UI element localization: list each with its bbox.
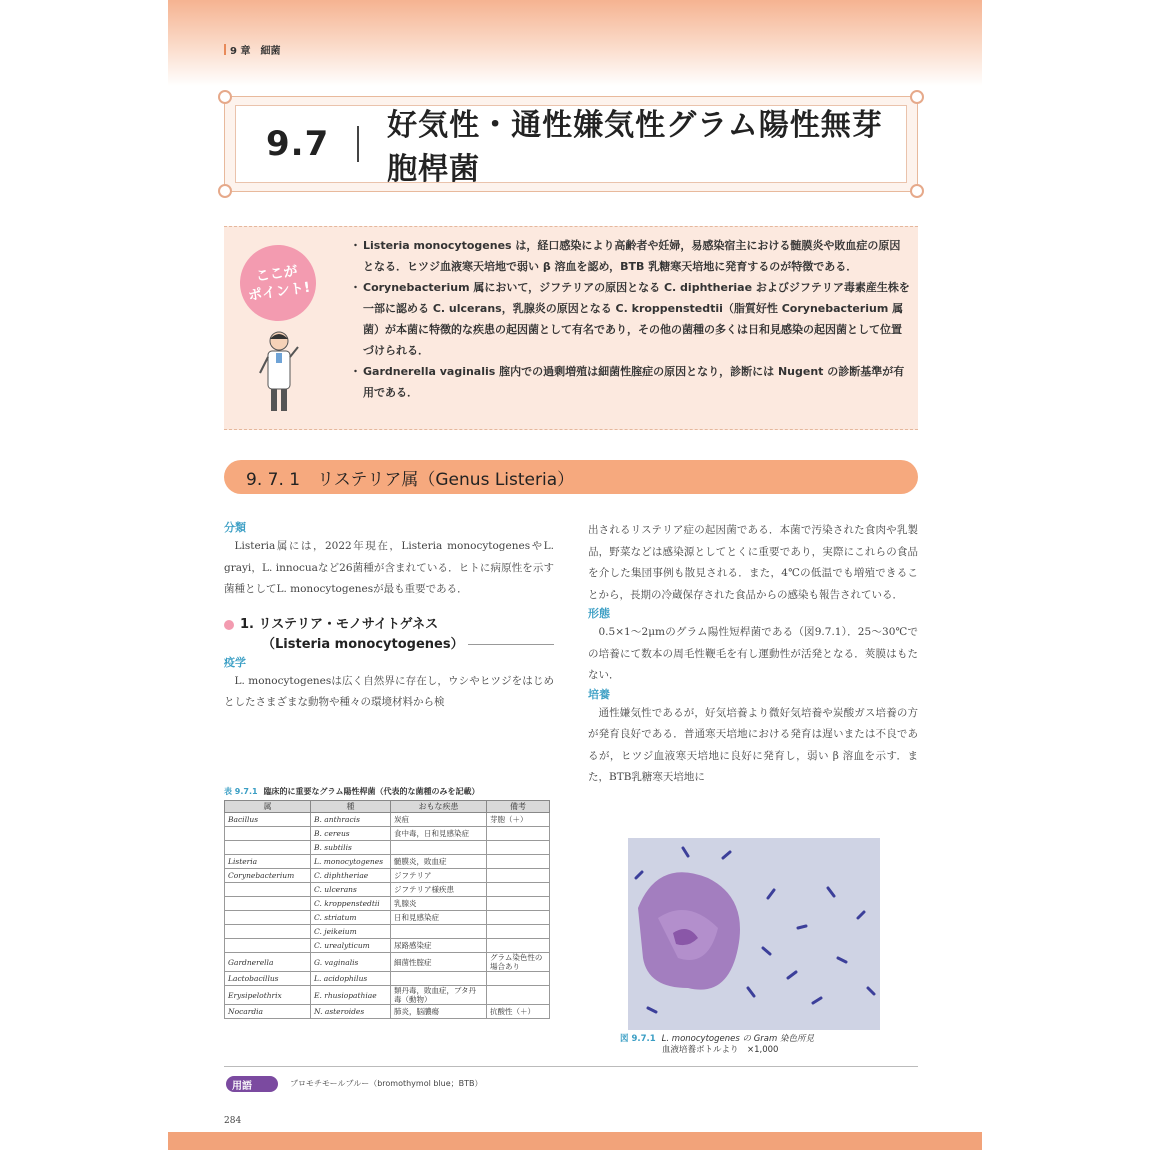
badge-text: ここが ポイント!: [247, 263, 312, 305]
table-row: [225, 813, 550, 827]
table-row: [225, 827, 550, 841]
table-cell-genus: [225, 897, 311, 911]
left-column: [224, 520, 554, 714]
table-cell-disease: [391, 841, 487, 855]
label-morphology: 形態: [588, 607, 610, 620]
table-row: [225, 883, 550, 897]
table-number: 表 9.7.1: [224, 787, 258, 796]
ornament-corner: [910, 184, 924, 198]
table-cell-species: C. jeikeium: [311, 925, 391, 939]
table-row: [225, 972, 550, 986]
table-cell-species: C. striatum: [311, 911, 391, 925]
chapter-mark: [224, 44, 226, 55]
figure-caption: [620, 1034, 814, 1056]
table-cell-genus: Nocardia: [225, 1005, 311, 1019]
table-row: [225, 939, 550, 953]
table-cell-disease: [391, 925, 487, 939]
table-cell-note: [487, 972, 550, 986]
paragraph: 通性嫌気性であるが，好気培養より微好気培養や炭酸ガス培養の方が発育良好である．普通寒天培地における発育は遅いまたは不良であるが，ヒツジ血液寒天培地に良好に発育し，弱い β 溶血を示す．また，BTB乳糖寒天培地に: [588, 706, 918, 783]
table-header-cell: 備考: [487, 801, 550, 813]
chapter-label: [224, 42, 280, 57]
figure-number: 図 9.7.1: [620, 1034, 656, 1044]
table-cell-disease: 日和見感染症: [391, 911, 487, 925]
table-cell-note: [487, 869, 550, 883]
table-cell-species: C. urealyticum: [311, 939, 391, 953]
table-cell-genus: [225, 939, 311, 953]
table-caption-text: 臨床的に重要なグラム陽性桿菌（代表的な菌種のみを記載）: [263, 787, 480, 796]
bottom-band: [168, 1132, 982, 1150]
table-cell-disease: 尿路感染症: [391, 939, 487, 953]
key-points-list: [354, 235, 910, 403]
page-number: 284: [224, 1116, 242, 1126]
table-cell-species: L. monocytogenes: [311, 855, 391, 869]
right-column: [588, 520, 918, 789]
table-cell-species: B. anthracis: [311, 813, 391, 827]
species-heading-text: 1. リステリア・モノサイトゲネス: [240, 616, 439, 632]
top-band: [168, 0, 982, 86]
table-row: [225, 986, 550, 1005]
key-point-item: ・ Listeria monocytogenes は，経口感染により高齢者や妊婦，易感染宿主における髄膜炎や敗血症の原因となる．ヒツジ血液寒天培地で弱い β 溶血を認め，BTB 乳糖寒天培地に発育するのが特徴である．: [354, 235, 910, 277]
table-cell-disease: 類丹毒，敗血症，ブタ丹毒（動物）: [391, 986, 487, 1005]
table-cell-genus: [225, 827, 311, 841]
table-cell-disease: ジフテリア様疾患: [391, 883, 487, 897]
table-cell-note: [487, 883, 550, 897]
species-sci-name: （Listeria monocytogenes）: [262, 636, 464, 652]
heading-rule: [468, 644, 554, 645]
ornament-corner: [218, 90, 232, 104]
table-cell-species: B. cereus: [311, 827, 391, 841]
textbook-page: [168, 0, 982, 1150]
doctor-illustration-icon: [254, 327, 304, 417]
key-point-item: ・ Corynebacterium 属において，ジフテリアの原因となる C. diphtheriae およびジフテリア毒素産生株を一部に認める C. ulcerans，乳腺炎の原因となる C. kroppenstedtii（脂質好性 Corynebacterium 属菌）が本菌に特徴的な疾患の起因菌として有名であり，その他の菌種の多くは日和見感染の起因菌として位置づけられる．: [354, 277, 910, 361]
table-cell-genus: [225, 841, 311, 855]
subsection-title: 9. 7. 1 リステリア属（Genus Listeria）: [246, 469, 575, 490]
paragraph: 出されるリステリア症の起因菌である．本菌で汚染された食肉や乳製品，野菜などは感染源としてとくに重要であり，実際にこれらの食品を介した集団事例も散見される．また，4℃の低温でも増殖できることから，長期の冷蔵保存された食品からの感染も報告されている．: [588, 524, 918, 601]
bacteria-table: [224, 800, 550, 1019]
table-cell-genus: Gardnerella: [225, 953, 311, 972]
table-row: [225, 925, 550, 939]
table-cell-note: [487, 939, 550, 953]
term-divider: [224, 1066, 918, 1067]
table-cell-note: グラム染色性の場合あり: [487, 953, 550, 972]
table-body: [225, 813, 550, 1019]
table-cell-note: 芽胞（＋）: [487, 813, 550, 827]
key-points-badge: [235, 240, 321, 326]
section-number: 9.7: [266, 124, 330, 164]
table-cell-genus: Corynebacterium: [225, 869, 311, 883]
ornament-corner: [218, 184, 232, 198]
table-cell-disease: [391, 972, 487, 986]
micrograph-image: [628, 838, 880, 1030]
subsection-header: [224, 460, 918, 494]
label-culture: 培養: [588, 687, 610, 701]
key-point-item: ・ Gardnerella vaginalis 腟内での過剰増殖は細菌性腟症の原因となり，診断には Nugent の診断基準が有用である．: [354, 361, 910, 403]
table-cell-genus: Erysipelothrix: [225, 986, 311, 1005]
table-cell-note: [487, 827, 550, 841]
term-definition: ブロモチモールブルー（bromothymol blue；BTB）: [290, 1079, 483, 1088]
table-row: [225, 897, 550, 911]
table-caption: [224, 786, 479, 797]
table-header-row: [225, 801, 550, 813]
paragraph: 0.5×1〜2μmのグラム陽性短桿菌である（図9.7.1）．25〜30℃での培養にて数本の周毛性鞭毛を有し運動性が活発となる．莢膜はもたない．: [588, 626, 918, 681]
term-tag-label: 用語: [232, 1080, 252, 1092]
table-cell-genus: [225, 911, 311, 925]
figure-caption-line1: L. monocytogenes の Gram 染色所見: [661, 1034, 814, 1044]
section-title: 好気性・通性嫌気性グラム陽性無芽胞桿菌: [387, 108, 883, 187]
table-cell-note: [487, 855, 550, 869]
table-cell-note: [487, 986, 550, 1005]
table-cell-species: B. subtilis: [311, 841, 391, 855]
table-cell-genus: Bacillus: [225, 813, 311, 827]
table-cell-species: L. acidophilus: [311, 972, 391, 986]
table-row: [225, 953, 550, 972]
ornament-corner: [910, 90, 924, 104]
chapter-text: 9 章 細菌: [230, 46, 281, 57]
table-row: [225, 1005, 550, 1019]
title-divider: [357, 126, 359, 162]
key-points-box: [224, 226, 918, 430]
table-cell-genus: [225, 925, 311, 939]
table-cell-species: C. diphtheriae: [311, 869, 391, 883]
table-cell-note: [487, 925, 550, 939]
table-cell-species: N. asteroides: [311, 1005, 391, 1019]
table-cell-note: [487, 911, 550, 925]
table-cell-genus: Listeria: [225, 855, 311, 869]
gram-stain-micrograph: [628, 838, 880, 1030]
table-row: [225, 869, 550, 883]
paragraph: L. monocytogenesは広く自然界に存在し，ウシやヒツジをはじめとしたさまざまな動物や種々の環境材料から検: [224, 674, 554, 708]
table-cell-note: [487, 841, 550, 855]
table-cell-disease: ジフテリア: [391, 869, 487, 883]
table-cell-disease: 髄膜炎，敗血症: [391, 855, 487, 869]
bullet-dot-icon: [224, 620, 234, 630]
table-cell-note: 抗酸性（＋）: [487, 1005, 550, 1019]
table-row: [225, 841, 550, 855]
table-cell-disease: 食中毒，日和見感染症: [391, 827, 487, 841]
table-cell-species: G. vaginalis: [311, 953, 391, 972]
label-epidemiology: 疫学: [224, 655, 246, 669]
table-header-cell: おもな疾患: [391, 801, 487, 813]
title-frame: [224, 96, 918, 192]
table-cell-species: C. ulcerans: [311, 883, 391, 897]
table-header-cell: 属: [225, 801, 311, 813]
table-cell-note: [487, 897, 550, 911]
figure-caption-line2: 血液培養ボトルより ×1,000: [662, 1045, 779, 1055]
table-header-cell: 種: [311, 801, 391, 813]
table-cell-species: E. rhusiopathiae: [311, 986, 391, 1005]
table-cell-disease: 乳腺炎: [391, 897, 487, 911]
term-tag: [226, 1076, 278, 1092]
species-heading-sci: [224, 635, 554, 655]
table-cell-disease: 炭疽: [391, 813, 487, 827]
table-cell-species: C. kroppenstedtii: [311, 897, 391, 911]
label-classification: 分類: [224, 521, 246, 534]
table-row: [225, 911, 550, 925]
table-cell-genus: [225, 883, 311, 897]
title-box: [235, 105, 907, 187]
table-cell-disease: 細菌性腟症: [391, 953, 487, 972]
table-row: [225, 855, 550, 869]
table-cell-disease: 肺炎，脳膿瘍: [391, 1005, 487, 1019]
species-heading: [224, 615, 554, 635]
paragraph: Listeria属には，2022年現在，Listeria monocytogenesやL. grayi，L. innocuaなど26菌種が含まれている．ヒトに病原性を示す菌種としてL. monocytogenesが最も重要である．: [224, 540, 554, 595]
table-cell-genus: Lactobacillus: [225, 972, 311, 986]
